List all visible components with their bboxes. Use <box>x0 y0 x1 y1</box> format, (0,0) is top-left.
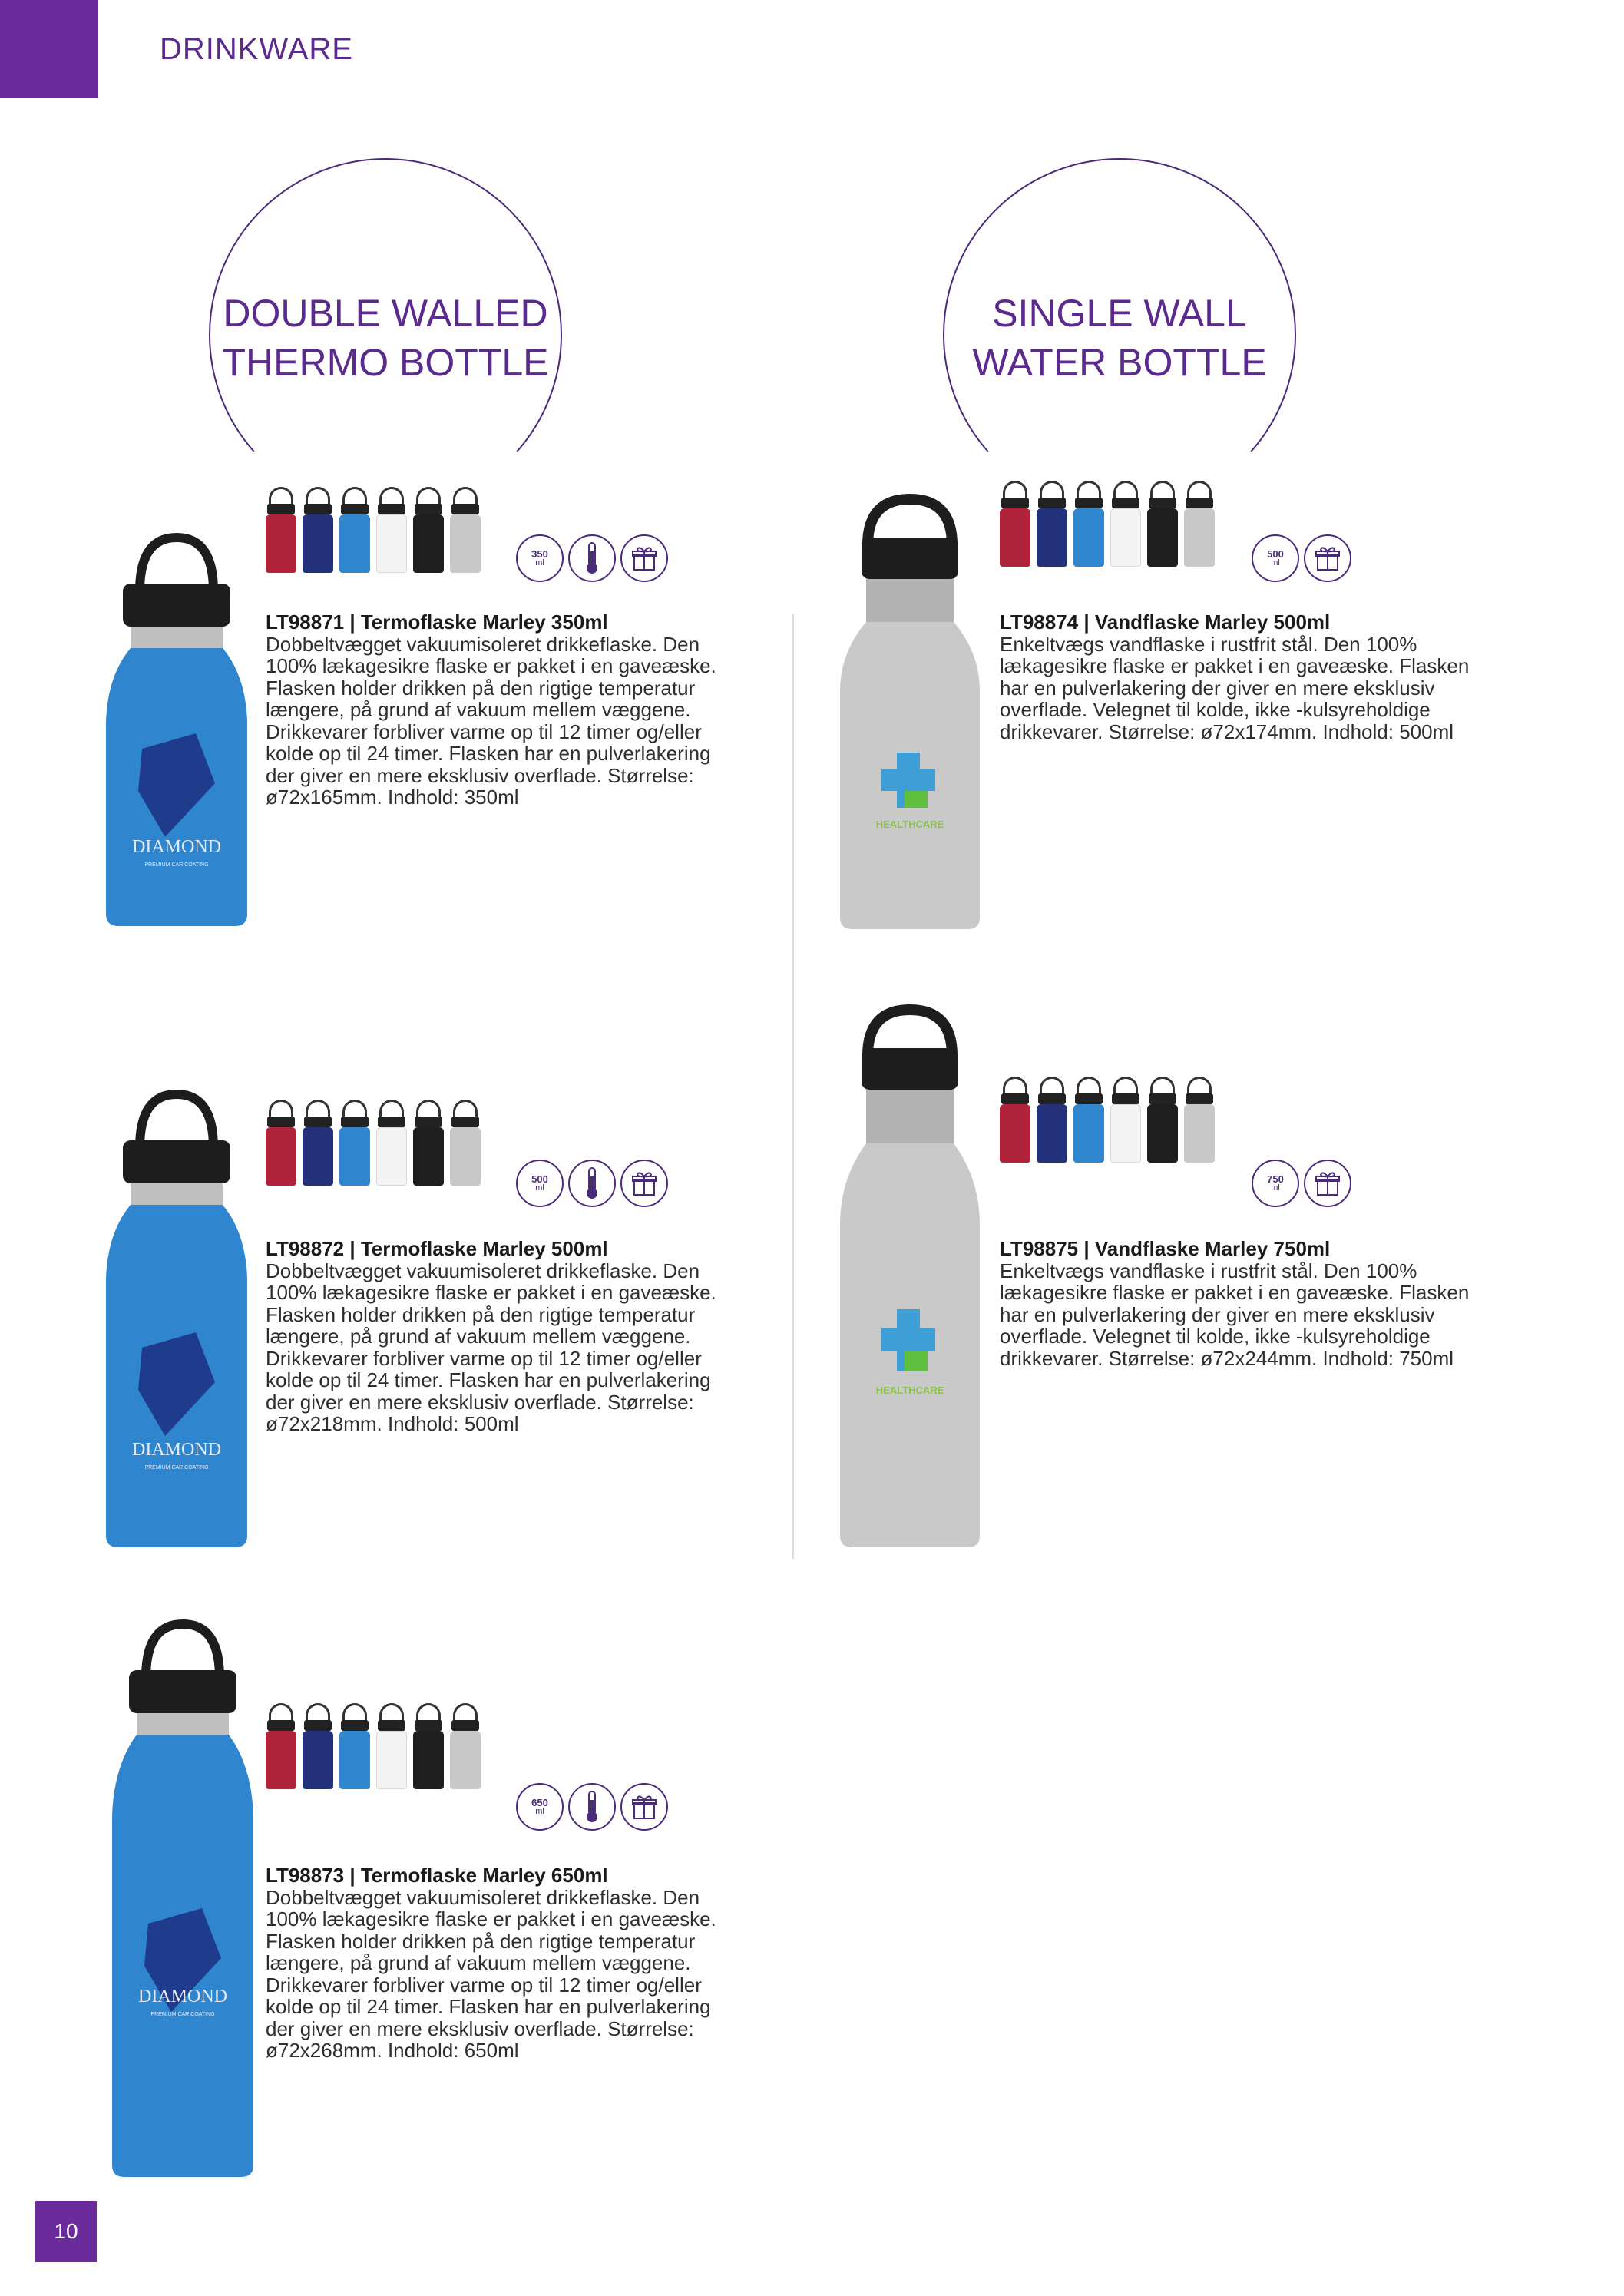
gift-icon <box>620 1783 668 1831</box>
bottle-logo-subtext: PREMIUM CAR COATING <box>144 1465 209 1471</box>
bottle-logo-subtext: PREMIUM CAR COATING <box>144 862 209 868</box>
feature-icons <box>516 1783 668 1831</box>
color-swatch <box>1000 1077 1030 1163</box>
color-swatches <box>266 1703 481 1789</box>
category-title-water <box>943 289 1296 387</box>
product-text-LT98873 <box>266 1864 742 2062</box>
product-description: Dobbeltvægget vakuumisoleret drikkeflaske. Den 100% lækagesikre flaske er pakket i en gaveæske. Flasken holder drikken på den rigtige temperatur længere, på grund af vakuum mellem væggene. Drikkevarer forbliver varme op til 12 timer og/eller kolde op til 24 timer. Flasken har en pulverlakering der giver en mere eksklusiv overflade. Størrelse: ø72x218mm. Indhold: 500ml <box>266 1259 716 1435</box>
color-swatches <box>1000 1077 1215 1163</box>
color-swatch <box>339 1703 370 1789</box>
color-swatch <box>1000 481 1030 567</box>
color-swatches <box>1000 481 1215 567</box>
gift-icon <box>620 1160 668 1207</box>
product-text-LT98874 <box>1000 611 1476 743</box>
thermometer-icon <box>568 1783 616 1831</box>
thermometer-icon <box>568 534 616 582</box>
color-swatch <box>376 1703 407 1789</box>
color-swatch <box>339 1100 370 1186</box>
product-image-thermo-650 <box>106 1616 260 2181</box>
color-swatch <box>339 487 370 573</box>
capacity-icon: 750 ml <box>1252 1160 1299 1207</box>
color-swatch <box>266 1100 296 1186</box>
color-swatch <box>450 1703 481 1789</box>
color-swatch <box>413 487 444 573</box>
category-title-line1: SINGLE WALL <box>992 292 1247 335</box>
color-swatch <box>413 1703 444 1789</box>
capacity-icon: 500 ml <box>516 1160 564 1207</box>
product-description: Dobbeltvægget vakuumisoleret drikkeflaske. Den 100% lækagesikre flaske er pakket i en gaveæske. Flasken holder drikken på den rigtige temperatur længere, på grund af vakuum mellem væggene. Drikkevarer forbliver varme op til 12 timer og/eller kolde op til 24 timer. Flasken har en pulverlakering der giver en mere eksklusiv overflade. Størrelse: ø72x268mm. Indhold: 650ml <box>266 1885 716 2062</box>
color-swatch <box>450 487 481 573</box>
color-swatches <box>266 1100 481 1186</box>
feature-icons <box>516 1160 668 1207</box>
color-swatch <box>1110 1077 1141 1163</box>
section-label: DRINKWARE <box>160 32 353 66</box>
color-swatch <box>1147 481 1178 567</box>
color-swatch <box>303 1100 333 1186</box>
bottle-logo-text: HEALTHCARE <box>875 1385 944 1396</box>
color-swatch <box>303 1703 333 1789</box>
product-title: LT98874 | Vandflaske Marley 500ml <box>1000 610 1331 634</box>
bottle-logo-subtext: PREMIUM CAR COATING <box>150 2012 215 2017</box>
product-text-LT98875 <box>1000 1238 1476 1369</box>
feature-icons <box>1252 1160 1351 1207</box>
category-title-line2: WATER BOTTLE <box>972 341 1267 384</box>
thermometer-icon <box>568 1160 616 1207</box>
product-title: LT98871 | Termoflaske Marley 350ml <box>266 610 608 634</box>
color-swatch <box>376 487 407 573</box>
product-image-water-750 <box>837 1002 983 1551</box>
bottle-logo-text: HEALTHCARE <box>875 819 944 830</box>
product-description: Enkeltvægs vandflaske i rustfrit stål. Den 100% lækagesikre flaske er pakket i en gaveæske. Flasken har en pulverlakering der giver en mere eksklusiv overflade. Velegnet til kolde, ikke -kulsyreholdige drikkevarer. Størrelse: ø72x174mm. Indhold: 500ml <box>1000 632 1470 743</box>
color-swatch <box>450 1100 481 1186</box>
color-swatch <box>266 1703 296 1789</box>
bottle-logo-text: DIAMOND <box>132 1440 221 1460</box>
color-swatches <box>266 487 481 573</box>
gift-icon <box>1304 1160 1351 1207</box>
product-image-thermo-500 <box>100 1087 253 1551</box>
product-text-LT98871 <box>266 611 742 809</box>
color-swatch <box>1073 1077 1104 1163</box>
category-title-line2: THERMO BOTTLE <box>222 341 549 384</box>
capacity-icon: 350 ml <box>516 534 564 582</box>
feature-icons <box>516 534 668 582</box>
corner-accent-block <box>0 0 98 98</box>
feature-icons <box>1252 534 1351 582</box>
product-image-thermo-350 <box>100 530 253 929</box>
category-title-line1: DOUBLE WALLED <box>223 292 548 335</box>
capacity-icon: 500 ml <box>1252 534 1299 582</box>
bottle-logo-text: DIAMOND <box>132 837 221 857</box>
product-image-water-500 <box>837 491 983 933</box>
color-swatch <box>303 487 333 573</box>
color-swatch <box>376 1100 407 1186</box>
capacity-icon: 650 ml <box>516 1783 564 1831</box>
color-swatch <box>1110 481 1141 567</box>
bottle-logo-text: DIAMOND <box>138 1987 227 2007</box>
color-swatch <box>1037 481 1067 567</box>
color-swatch <box>1184 1077 1215 1163</box>
column-divider <box>792 614 794 1559</box>
product-description: Dobbeltvægget vakuumisoleret drikkeflaske. Den 100% lækagesikre flaske er pakket i en gaveæske. Flasken holder drikken på den rigtige temperatur længere, på grund af vakuum mellem væggene. Drikkevarer forbliver varme op til 12 timer og/eller kolde op til 24 timer. Flasken har en pulverlakering der giver en mere eksklusiv overflade. Størrelse: ø72x165mm. Indhold: 350ml <box>266 632 716 809</box>
page-number: 10 <box>35 2201 97 2262</box>
category-title-thermo <box>209 289 562 387</box>
product-title: LT98875 | Vandflaske Marley 750ml <box>1000 1237 1331 1260</box>
product-title: LT98873 | Termoflaske Marley 650ml <box>266 1864 608 1887</box>
color-swatch <box>413 1100 444 1186</box>
color-swatch <box>1037 1077 1067 1163</box>
color-swatch <box>1073 481 1104 567</box>
color-swatch <box>1147 1077 1178 1163</box>
gift-icon <box>620 534 668 582</box>
color-swatch <box>266 487 296 573</box>
product-description: Enkeltvægs vandflaske i rustfrit stål. Den 100% lækagesikre flaske er pakket i en gaveæske. Flasken har en pulverlakering der giver en mere eksklusiv overflade. Velegnet til kolde, ikke -kulsyreholdige drikkevarer. Størrelse: ø72x244mm. Indhold: 750ml <box>1000 1259 1470 1370</box>
product-text-LT98872 <box>266 1238 742 1435</box>
color-swatch <box>1184 481 1215 567</box>
product-title: LT98872 | Termoflaske Marley 500ml <box>266 1237 608 1260</box>
gift-icon <box>1304 534 1351 582</box>
